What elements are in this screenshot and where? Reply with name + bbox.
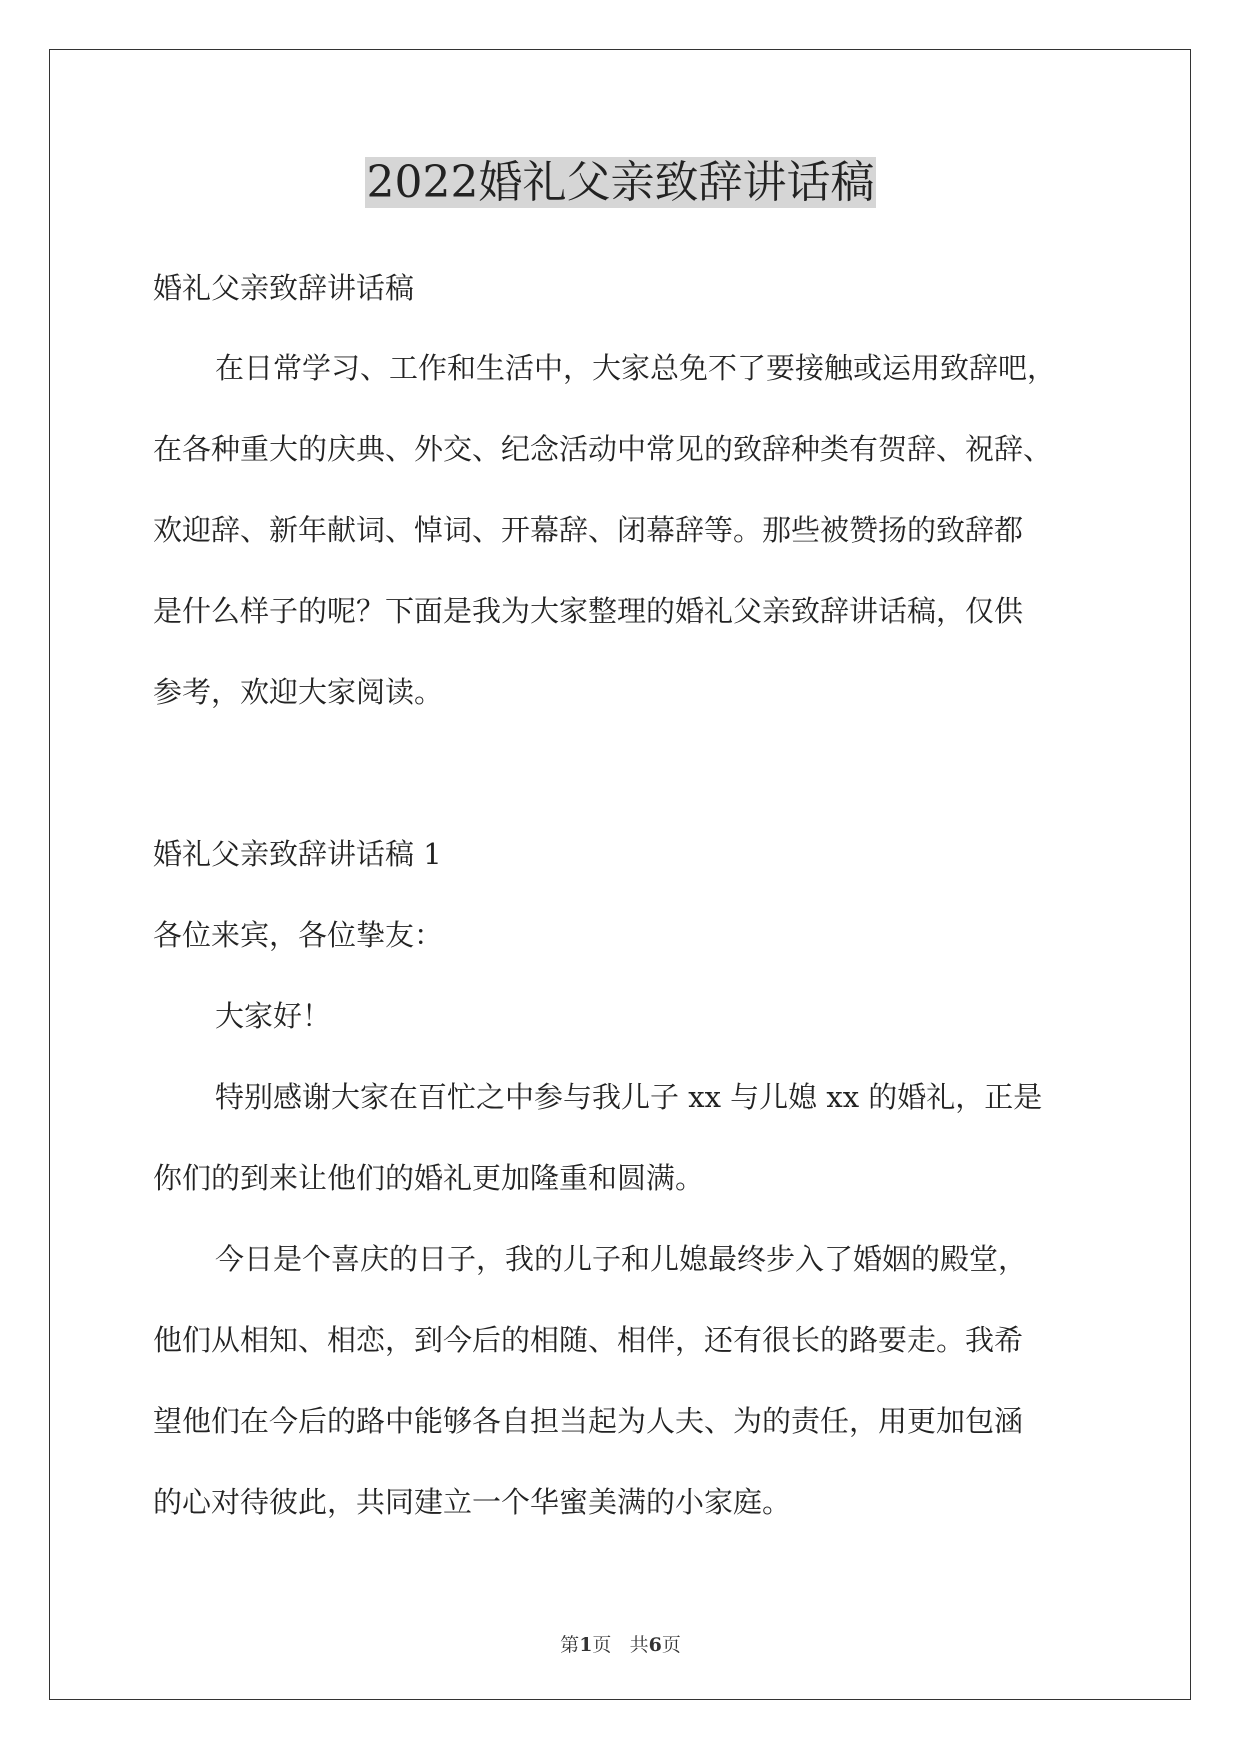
salutation: 各位来宾，各位挚友： xyxy=(153,918,444,952)
paragraph-line: 的心对待彼此，共同建立一个华蜜美满的小家庭。 xyxy=(153,1485,792,1519)
section-heading: 婚礼父亲致辞讲话稿 1 xyxy=(153,837,442,871)
page-footer xyxy=(0,1632,1241,1658)
paragraph-line: 特别感谢大家在百忙之中参与我儿子 xx 与儿媳 xx 的婚礼，正是 xyxy=(215,1080,1043,1114)
intro-line: 在各种重大的庆典、外交、纪念活动中常见的致辞种类有贺辞、祝辞、 xyxy=(153,432,1053,466)
current-page-number: 1 xyxy=(579,1634,593,1656)
document-subtitle: 婚礼父亲致辞讲话稿 xyxy=(153,271,415,305)
paragraph-line: 望他们在今后的路中能够各自担当起为人夫、为的责任，用更加包涵 xyxy=(153,1404,1024,1438)
document-title xyxy=(0,153,1241,213)
footer-total-prefix: 共 xyxy=(629,1634,649,1656)
total-page-count: 6 xyxy=(648,1634,662,1656)
intro-line: 是什么样子的呢？下面是我为大家整理的婚礼父亲致辞讲话稿，仅供 xyxy=(153,594,1024,628)
footer-total-label: 页 xyxy=(661,1634,681,1656)
document-title-text: 2022婚礼父亲致辞讲话稿 xyxy=(366,157,875,208)
intro-line: 在日常学习、工作和生活中，大家总免不了要接触或运用致辞吧， xyxy=(215,351,1057,385)
intro-line: 欢迎辞、新年献词、悼词、开幕辞、闭幕辞等。那些被赞扬的致辞都 xyxy=(153,513,1024,547)
intro-line: 参考，欢迎大家阅读。 xyxy=(153,675,444,709)
footer-prefix: 第 xyxy=(560,1634,580,1656)
paragraph-line: 今日是个喜庆的日子，我的儿子和儿媳最终步入了婚姻的殿堂， xyxy=(215,1242,1028,1276)
footer-page-label: 页 xyxy=(592,1634,612,1656)
paragraph-line: 你们的到来让他们的婚礼更加隆重和圆满。 xyxy=(153,1161,705,1195)
greeting: 大家好！ xyxy=(215,999,332,1033)
paragraph-line: 他们从相知、相恋，到今后的相随、相伴，还有很长的路要走。我希 xyxy=(153,1323,1024,1357)
